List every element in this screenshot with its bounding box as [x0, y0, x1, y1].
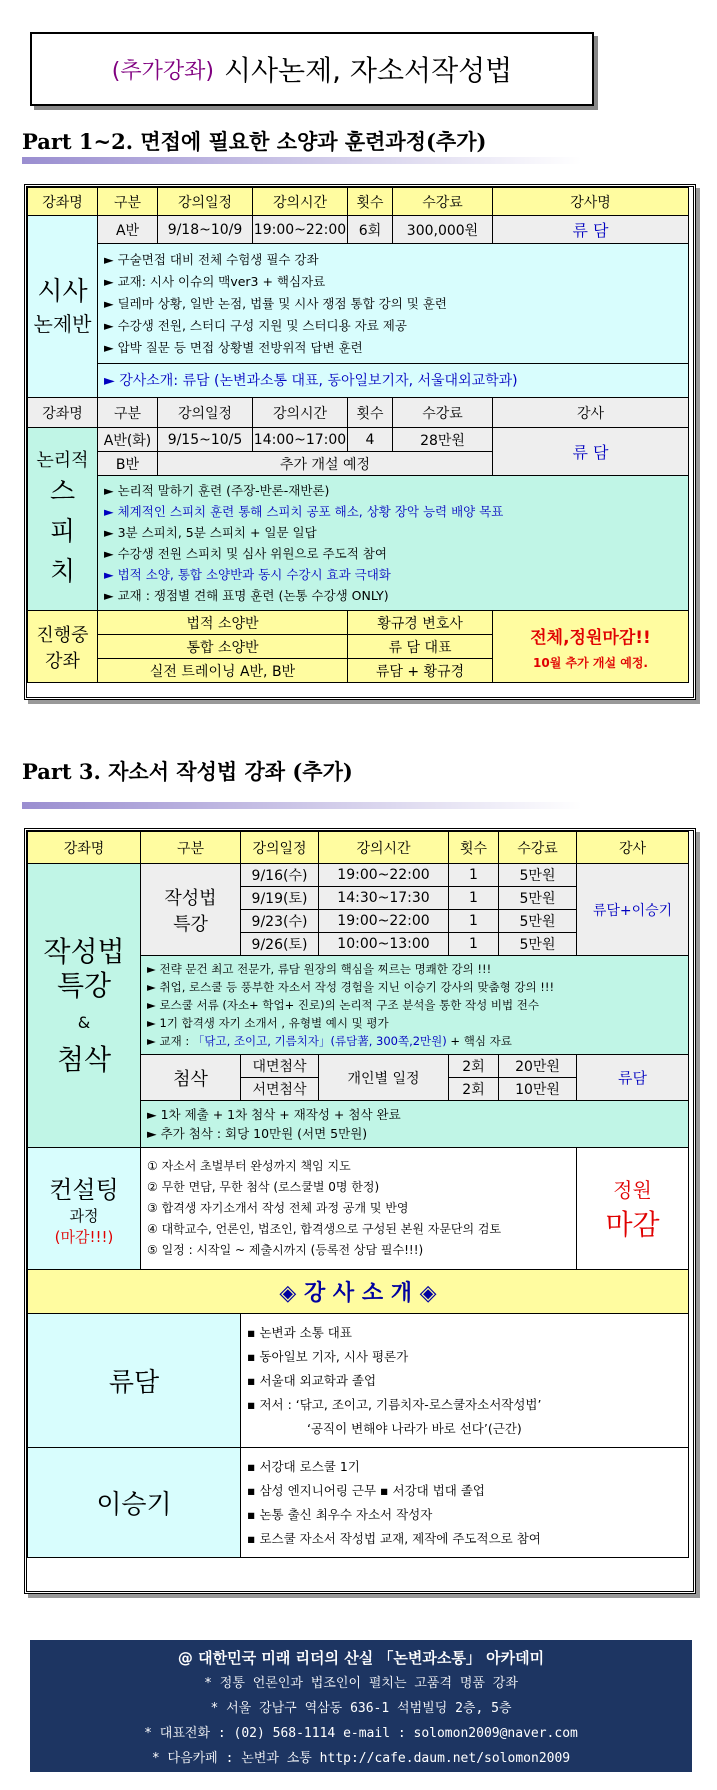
teacher-intro: ► 강사소개: 류담 (논변과소통 대표, 동아일보기자, 서울대외교학과)	[98, 364, 689, 398]
category-cell	[28, 864, 141, 1148]
category-cell	[28, 1148, 141, 1270]
cell: 19:00~22:00	[319, 864, 449, 887]
list-item: ► 1기 합격생 자기 소개서 , 유형별 예시 및 평가	[147, 1016, 389, 1030]
list-item: ‘공직이 변해야 나라가 바로 선다’(근간)	[307, 1420, 522, 1436]
list-item: ► 3분 스피치, 5분 스피치 + 일문 일답	[104, 525, 317, 540]
list-item: ⑤ 일정 : 시작일 ~ 제출시까지 (등록전 상담 필수!!!)	[147, 1243, 424, 1257]
th: 강의일정	[158, 398, 253, 428]
footer	[30, 1640, 692, 1772]
closed-note: 10월 추가 개설 예정.	[533, 655, 648, 670]
cell: 1	[449, 933, 499, 956]
th: 횟수	[348, 188, 393, 216]
bullet-list	[141, 956, 689, 1055]
cell: 개인별 일정	[319, 1055, 449, 1101]
list-item: ► 법적 소양, 통합 소양반과 동시 수강시 효과 극대화	[104, 567, 391, 582]
part12-underline	[22, 157, 582, 164]
teacher-profile	[241, 1448, 689, 1558]
list-item: ► 1차 제출 + 1차 첨삭 + 재작성 + 첨삭 완료	[147, 1107, 401, 1122]
part3-underline	[22, 802, 582, 809]
title-prefix: (추가강좌)	[111, 58, 214, 84]
list-item: ▪ 저서 : ‘닦고, 조이고, 기름치자-로스쿨자소서작성법’	[247, 1396, 542, 1412]
cell: 9/18~10/9	[158, 216, 253, 244]
subcategory-cell	[141, 864, 241, 956]
cell: 법적 소양반	[98, 611, 348, 635]
title-main: 시사논제, 자소서작성법	[223, 54, 513, 87]
th: 수강료	[393, 188, 493, 216]
list-item: ► 추가 첨삭 : 회당 10만원 (서면 5만원)	[147, 1126, 368, 1141]
list-item: ▪ 논변과 소통 대표	[247, 1324, 352, 1340]
footer-contact: * 대표전화 : (02) 568-1114 e-mail : solomon2009@naver.com	[144, 1726, 578, 1741]
teacher-intro-title: ◈ 강 사 소 개 ◈	[28, 1270, 689, 1314]
th: 강의일정	[241, 832, 319, 864]
list-item: ► 취업, 로스쿨 등 풍부한 자소서 작성 경험을 지닌 이승기 강사의 맞춤형 강의 !!!	[147, 980, 555, 994]
cell: 1	[449, 864, 499, 887]
cell: 서면첨삭	[241, 1078, 319, 1101]
teacher-cell: 류 담	[493, 428, 689, 476]
th: 강의일정	[158, 188, 253, 216]
list-item: ► 구술면접 대비 전체 수험생 필수 강좌	[104, 251, 319, 267]
cell: A반(화)	[98, 428, 158, 452]
th: 강사	[577, 832, 689, 864]
bullet-list	[141, 1101, 689, 1148]
cell: 19:00~22:00	[319, 910, 449, 933]
cell: A반	[98, 216, 158, 244]
cell: 9/26(토)	[241, 933, 319, 956]
th: 강사명	[493, 188, 689, 216]
list-item: ▪ 삼성 엔지니어링 근무 ▪ 서강대 법대 졸업	[247, 1482, 485, 1498]
list-item: ► 체계적인 스피치 훈련 통해 스피치 공포 해소, 상황 장악 능력 배양 목표	[104, 504, 504, 519]
list-item: ► 압박 질문 등 면접 상황별 전방위적 답변 훈련	[104, 339, 363, 355]
list-item: ▪ 논통 출신 최우수 자소서 작성자	[247, 1506, 433, 1522]
category-cell	[28, 611, 98, 683]
list-item: ► 전략 문건 최고 전문가, 류담 원장의 핵심을 찌르는 명쾌한 강의 !!!	[147, 962, 492, 976]
teacher-cell: 류담	[577, 1055, 689, 1101]
subcategory-label: 특강	[173, 913, 208, 935]
teacher-name: 류담	[28, 1314, 241, 1448]
cell: 9/19(토)	[241, 887, 319, 910]
cell: 4	[348, 428, 393, 452]
cell: 2회	[449, 1055, 499, 1078]
list-item: ② 무한 면담, 무한 첨삭 (로스쿨별 0명 한정)	[147, 1180, 380, 1194]
part12-heading: Part 1~2. 면접에 필요한 소양과 훈련과정(추가)	[22, 129, 487, 154]
cell: 추가 개설 예정	[158, 452, 493, 476]
category-label: 논제반	[33, 312, 92, 336]
list-item: ③ 합격생 자기소개서 작성 전체 과정 공개 및 반영	[147, 1201, 409, 1215]
teacher-cell: 류담+이승기	[577, 864, 689, 956]
bullet-list	[98, 476, 689, 611]
cell: 류담 + 황규경	[348, 659, 493, 683]
category-label: (마감!!!)	[54, 1228, 114, 1246]
course-table-2-grid	[27, 831, 689, 1558]
cell: 5만원	[499, 887, 577, 910]
cell: 9/16(수)	[241, 864, 319, 887]
course-table-1-grid	[27, 187, 689, 683]
cell: 300,000원	[393, 216, 493, 244]
cell: 14:30~17:30	[319, 887, 449, 910]
cell: 류 담 대표	[348, 635, 493, 659]
cell: 통합 소양반	[98, 635, 348, 659]
closed-label: 마감	[605, 1208, 660, 1241]
category-label: 작성법	[43, 934, 125, 968]
bullet-list	[98, 244, 689, 364]
category-cell	[28, 216, 98, 398]
list-item: ▪ 로스쿨 자소서 작성법 교재, 제작에 주도적으로 참여	[247, 1530, 541, 1546]
th: 강의시간	[253, 398, 348, 428]
category-label: 피	[49, 517, 76, 547]
list-item: ► 논리적 말하기 훈련 (주장-반론-재반론)	[104, 483, 330, 498]
th: 수강료	[393, 398, 493, 428]
teacher-name: 이승기	[28, 1448, 241, 1558]
list-item: ▪ 서울대 외교학과 졸업	[247, 1372, 377, 1388]
cell: 9/15~10/5	[158, 428, 253, 452]
list-item: ④ 대학교수, 언론인, 법조인, 합격생으로 구성된 본원 자문단의 검토	[147, 1222, 502, 1236]
cell: 6회	[348, 216, 393, 244]
list-item: ► 수강생 전원 스피치 및 심사 위원으로 주도적 참여	[104, 546, 387, 561]
cell: 28만원	[393, 428, 493, 452]
closed-label: 정원	[613, 1178, 652, 1202]
category-label: 진행중	[36, 624, 89, 646]
category-label: 과정	[69, 1207, 99, 1225]
th: 강의시간	[253, 188, 348, 216]
th: 횟수	[449, 832, 499, 864]
cell: 14:00~17:00	[253, 428, 348, 452]
cell: 20만원	[499, 1055, 577, 1078]
page-title	[30, 32, 594, 106]
th: 강의시간	[319, 832, 449, 864]
category-label: 첨삭	[56, 1042, 112, 1076]
cell: 5만원	[499, 910, 577, 933]
category-cell	[28, 428, 98, 611]
list-item: ► 교재 : 「닦고, 조이고, 기름치자」(류담著, 300쪽,2만원) + 핵심 자료	[147, 1034, 512, 1048]
cell: 1	[449, 887, 499, 910]
cell: 황규경 변호사	[348, 611, 493, 635]
th: 강사	[493, 398, 689, 428]
th: 구분	[98, 398, 158, 428]
th: 강좌명	[28, 832, 141, 864]
closed-cell	[577, 1148, 689, 1270]
cell: 실전 트레이닝 A반, B반	[98, 659, 348, 683]
cell: 9/23(수)	[241, 910, 319, 933]
category-label: 스	[49, 477, 76, 507]
cell: 10만원	[499, 1078, 577, 1101]
subcategory-cell: 첨삭	[141, 1055, 241, 1101]
cell: 10:00~13:00	[319, 933, 449, 956]
th: 구분	[141, 832, 241, 864]
list-item: ► 교재 : 쟁점별 견해 표명 훈련 (논통 수강생 ONLY)	[104, 588, 389, 603]
th: 강좌명	[28, 188, 98, 216]
th: 수강료	[499, 832, 577, 864]
cell: 대면첨삭	[241, 1055, 319, 1078]
footer-line: * 정통 언론인과 법조인이 펼치는 고품격 명품 강좌	[204, 1676, 518, 1691]
list-item: ► 수강생 전원, 스터디 구성 지원 및 스터디용 자료 제공	[104, 317, 407, 333]
th: 횟수	[348, 398, 393, 428]
list-item: ① 자소서 초벌부터 완성까지 책임 지도	[147, 1159, 351, 1173]
list-item: ► 딜레마 상황, 일반 논점, 법률 및 시사 쟁점 통합 강의 및 훈련	[104, 295, 447, 311]
cell: B반	[98, 452, 158, 476]
footer-title: @ 대한민국 미래 리더의 산실 「논변과소통」 아카데미	[177, 1649, 545, 1667]
category-label: 강좌	[45, 650, 80, 672]
footer-cafe-link[interactable]: * 다음카페 : 논변과 소통 http://cafe.daum.net/solomon2009	[151, 1751, 571, 1766]
cell: 1	[449, 910, 499, 933]
teacher-profile	[241, 1314, 689, 1448]
footer-address: * 서울 강남구 역삼동 636-1 석범빌딩 2층, 5층	[210, 1701, 512, 1716]
category-label: 치	[49, 557, 76, 587]
cell: 19:00~22:00	[253, 216, 348, 244]
th: 강좌명	[28, 398, 98, 428]
category-label: 시사	[37, 277, 88, 307]
list-item: ► 로스쿨 서류 (자소+ 학업+ 진로)의 논리적 구조 분석을 통한 작성 비법 전수	[147, 998, 540, 1012]
closed-label: 전체,정원마감!!	[530, 627, 651, 648]
cell: 5만원	[499, 933, 577, 956]
cell: 5만원	[499, 864, 577, 887]
list-item: ► 교재: 시사 이슈의 맥ver3 + 핵심자료	[104, 273, 326, 289]
category-label: 컨설팅	[49, 1176, 119, 1204]
closed-cell	[493, 611, 689, 683]
th: 구분	[98, 188, 158, 216]
category-label: 특강	[56, 968, 112, 1002]
category-label: &	[77, 1012, 91, 1032]
subcategory-label: 작성법	[164, 887, 217, 909]
consult-list	[141, 1148, 577, 1270]
cell: 2회	[449, 1078, 499, 1101]
list-item: ▪ 서강대 로스쿨 1기	[247, 1458, 360, 1474]
teacher-cell: 류 담	[493, 216, 689, 244]
part3-heading: Part 3. 자소서 작성법 강좌 (추가)	[22, 759, 353, 784]
list-item: ▪ 동아일보 기자, 시사 평론가	[247, 1348, 409, 1364]
category-label: 논리적	[36, 450, 89, 471]
